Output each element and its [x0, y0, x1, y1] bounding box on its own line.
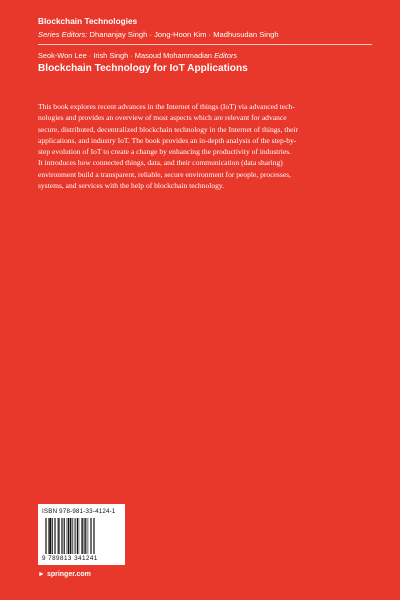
description-line: systems, and services with the help of blockchain technology. — [38, 181, 225, 191]
description-line: applications, and industry IoT. The book provides an in-depth analysis of the step-by- — [38, 135, 297, 145]
barcode-icon — [44, 518, 120, 556]
isbn-number: ISBN 978-981-33-4124-1 — [42, 508, 116, 515]
publisher-site-text: springer.com — [46, 571, 91, 578]
book-editors-names: Seok-Won Lee · Irish Singh · Masoud Mohammadian — [38, 51, 213, 60]
description-line: secure, distributed, decentralized blockchain technology in the Internet of things, their — [38, 124, 299, 134]
description-line: This book explores recent advances in the Internet of things (IoT) via advanced tech- — [38, 102, 295, 111]
barcode-digits: 9 789813 341241 — [42, 555, 98, 562]
series-title: Blockchain Technologies — [38, 17, 138, 26]
series-editors — [38, 30, 279, 39]
series-editors-names: Dhananjay Singh · Jong-Hoon Kim · Madhusudan Singh — [89, 30, 279, 39]
publisher-website — [38, 571, 91, 578]
arrow-right-icon: ► — [38, 571, 45, 578]
series-editors-label: Series Editors: — [38, 30, 88, 39]
book-editors-label: Editors — [214, 51, 238, 60]
description-line: step evolution of IoT to create a change by enhancing the productivity of industries. — [38, 147, 292, 157]
book-description — [38, 101, 368, 191]
book-title: Blockchain Technology for IoT Applications — [38, 63, 248, 74]
description-line: environment build a transparent, reliable, secure environment for people, processes, — [38, 169, 291, 179]
isbn-barcode-box — [38, 504, 125, 565]
header-divider — [38, 44, 372, 45]
description-line: It introduces how connected things, data, and their communication (data sharing) — [38, 158, 283, 168]
description-line: nologies and provides an overview of most aspects which are relevant for advance — [38, 113, 287, 123]
book-editors — [38, 51, 237, 60]
